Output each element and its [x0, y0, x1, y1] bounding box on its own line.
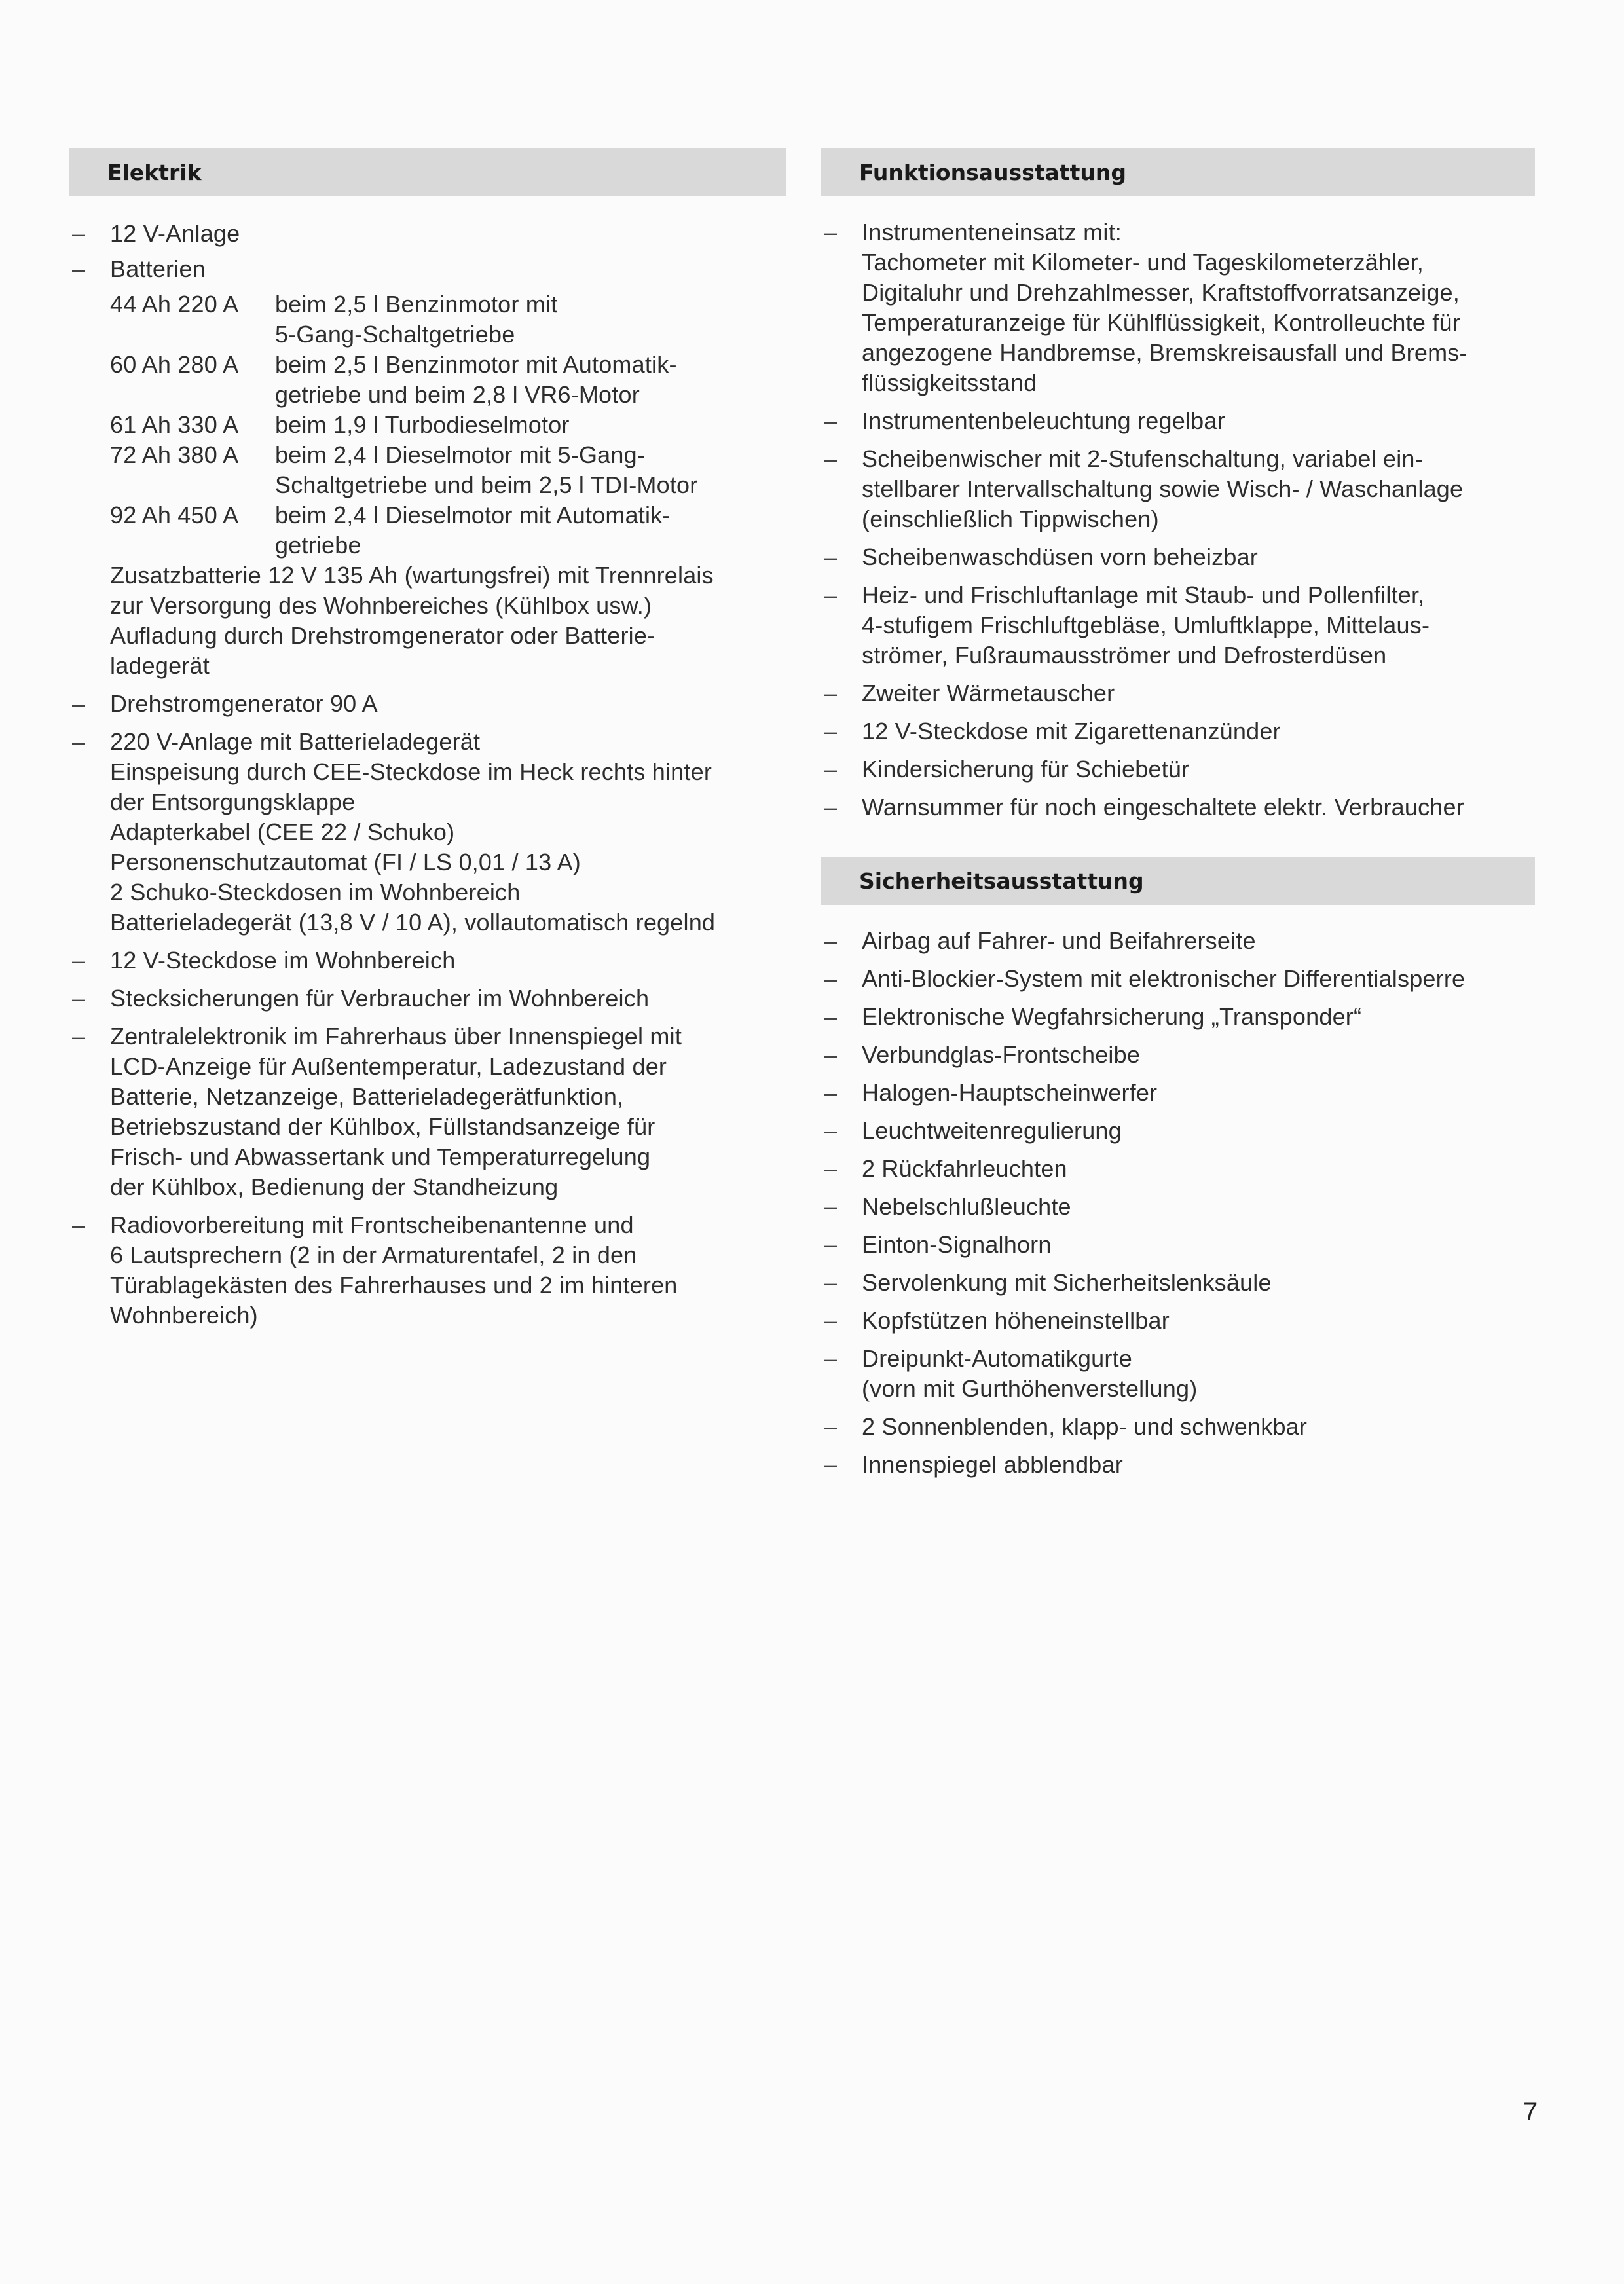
- dash-bullet: –: [72, 220, 86, 247]
- item-text: [862, 444, 1535, 534]
- battery-desc: [275, 500, 671, 561]
- battery-desc-line: beim 2,4 l Dieselmotor mit Automatik-: [275, 502, 671, 528]
- text-line: zur Versorgung des Wohnbereiches (Kühlbox usw.): [110, 592, 652, 619]
- list-item: [821, 792, 1535, 822]
- elektrik-list: [69, 219, 786, 1331]
- list-item: [821, 444, 1535, 534]
- dash-bullet: –: [72, 985, 86, 1012]
- item-text: [862, 1116, 1535, 1146]
- item-text: Batterien: [110, 255, 206, 282]
- list-item: [821, 217, 1535, 398]
- dash-bullet: –: [824, 1231, 838, 1258]
- text-line: Leuchtweitenregulierung: [862, 1117, 1122, 1144]
- item-text: [862, 1192, 1535, 1222]
- text-line: (vorn mit Gurthöhenverstellung): [862, 1375, 1198, 1402]
- text-line: Zusatzbatterie 12 V 135 Ah (wartungsfrei) mit Trennrelais: [110, 562, 714, 589]
- battery-row: [110, 500, 786, 561]
- section-header-elektrik: Elektrik: [69, 148, 786, 196]
- dash-bullet: –: [72, 1211, 86, 1238]
- battery-row: [110, 440, 786, 500]
- text-line: stellbarer Intervallschaltung sowie Wisch- / Waschanlage: [862, 475, 1464, 502]
- funktion-list: [821, 217, 1535, 822]
- text-line: 12 V-Steckdose mit Zigarettenanzünder: [862, 718, 1281, 745]
- item-text: [862, 1078, 1535, 1108]
- text-line: Wohnbereich): [110, 1302, 258, 1329]
- text-line: Kindersicherung für Schiebetür: [862, 756, 1190, 783]
- item-text: 12 V-Anlage: [110, 220, 240, 247]
- list-item: [69, 727, 786, 938]
- text-line: Airbag auf Fahrer- und Beifahrerseite: [862, 927, 1256, 954]
- list-item: [821, 1230, 1535, 1260]
- list-item: [821, 580, 1535, 671]
- text-line: Batterie, Netzanzeige, Batterieladegerätfunktion,: [110, 1083, 624, 1110]
- text-line: 2 Sonnenblenden, klapp- und schwenkbar: [862, 1413, 1308, 1440]
- list-item: [821, 1192, 1535, 1222]
- text-line: Aufladung durch Drehstromgenerator oder Batterie-: [110, 622, 655, 649]
- battery-spec: 72 Ah 380 A: [110, 441, 239, 468]
- item-text: [862, 1002, 1535, 1032]
- text-line: Instrumentenbeleuchtung regelbar: [862, 407, 1225, 434]
- list-item: [821, 1078, 1535, 1108]
- battery-desc-line: getriebe und beim 2,8 l VR6-Motor: [275, 381, 640, 408]
- item-text: [862, 1154, 1535, 1184]
- page-number: 7: [1523, 2097, 1538, 2126]
- text-line: 6 Lautsprechern (2 in der Armaturentafel, 2 in den: [110, 1242, 637, 1268]
- battery-desc-line: 5-Gang-Schaltgetriebe: [275, 321, 515, 348]
- text-line: Verbundglas-Frontscheibe: [862, 1041, 1141, 1068]
- text-line: Nebelschlußleuchte: [862, 1193, 1071, 1220]
- battery-desc: [275, 350, 677, 410]
- dash-bullet: –: [824, 1003, 838, 1030]
- text-line: Temperaturanzeige für Kühlflüssigkeit, Kontrolleuchte für: [862, 309, 1460, 336]
- text-line: Heiz- und Frischluftanlage mit Staub- und Pollenfilter,: [862, 581, 1425, 608]
- text-line: LCD-Anzeige für Außentemperatur, Ladezustand der: [110, 1053, 667, 1080]
- text-line: 2 Rückfahrleuchten: [862, 1155, 1067, 1182]
- item-text: [862, 542, 1535, 572]
- text-line: Digitaluhr und Drehzahlmesser, Kraftstoffvorratsanzeige,: [862, 279, 1460, 306]
- text-line: Einspeisung durch CEE-Steckdose im Heck rechts hinter: [110, 758, 712, 785]
- item-text: [862, 1344, 1535, 1404]
- item-text: [862, 1412, 1535, 1442]
- text-line: Adapterkabel (CEE 22 / Schuko): [110, 819, 455, 845]
- dash-bullet: –: [824, 581, 838, 608]
- item-text: [110, 727, 786, 938]
- text-line: Innenspiegel abblendbar: [862, 1451, 1123, 1478]
- dash-bullet: –: [72, 690, 86, 717]
- text-line: Radiovorbereitung mit Frontscheibenantenne und: [110, 1211, 634, 1238]
- list-item: [69, 946, 786, 976]
- dash-bullet: –: [824, 965, 838, 992]
- dash-bullet: –: [824, 1079, 838, 1106]
- item-text: [862, 678, 1535, 709]
- list-item: [821, 926, 1535, 956]
- list-item: [821, 1412, 1535, 1442]
- dash-bullet: –: [824, 756, 838, 783]
- item-text: [862, 926, 1535, 956]
- item-text: [862, 217, 1535, 398]
- list-item: [821, 1450, 1535, 1480]
- battery-desc: [275, 410, 570, 440]
- column-ausstattung: [821, 148, 1535, 1480]
- list-item: [821, 678, 1535, 709]
- text-line: Dreipunkt-Automatikgurte: [862, 1345, 1132, 1372]
- battery-spec: 44 Ah 220 A: [110, 291, 239, 318]
- text-line: Tachometer mit Kilometer- und Tageskilometerzähler,: [862, 249, 1424, 276]
- list-item: [821, 1306, 1535, 1336]
- dash-bullet: –: [824, 1345, 838, 1372]
- list-item: [69, 689, 786, 719]
- text-line: Zentralelektronik im Fahrerhaus über Innenspiegel mit: [110, 1023, 682, 1050]
- battery-desc: [275, 440, 697, 500]
- item-text: [862, 754, 1535, 784]
- text-line: Anti-Blockier-System mit elektronischer Differentialsperre: [862, 965, 1466, 992]
- text-line: Personenschutzautomat (FI / LS 0,01 / 13 A): [110, 849, 581, 875]
- list-item: [69, 984, 786, 1014]
- dash-bullet: –: [824, 1041, 838, 1068]
- dash-bullet: –: [824, 445, 838, 472]
- text-line: Einton-Signalhorn: [862, 1231, 1052, 1258]
- list-item: [821, 754, 1535, 784]
- item-text: [862, 716, 1535, 746]
- text-line: der Entsorgungsklappe: [110, 788, 356, 815]
- battery-table: [110, 289, 786, 561]
- text-line: ladegerät: [110, 652, 210, 679]
- item-text: Drehstromgenerator 90 A: [110, 690, 378, 717]
- text-line: 2 Schuko-Steckdosen im Wohnbereich: [110, 879, 521, 906]
- text-line: Scheibenwischer mit 2-Stufenschaltung, variabel ein-: [862, 445, 1423, 472]
- text-line: Türablagekästen des Fahrerhauses und 2 im hinteren: [110, 1272, 678, 1299]
- item-text: [862, 1040, 1535, 1070]
- dash-bullet: –: [824, 1193, 838, 1220]
- text-line: der Kühlbox, Bedienung der Standheizung: [110, 1173, 559, 1200]
- list-item: [821, 1040, 1535, 1070]
- text-line: Betriebszustand der Kühlbox, Füllstandsanzeige für: [110, 1113, 655, 1140]
- dash-bullet: –: [824, 794, 838, 820]
- dash-bullet: –: [72, 728, 86, 755]
- item-text: [862, 1306, 1535, 1336]
- battery-row: [110, 289, 786, 350]
- list-item: [69, 1210, 786, 1331]
- item-text: 12 V-Steckdose im Wohnbereich: [110, 947, 456, 974]
- text-line: Zweiter Wärmetauscher: [862, 680, 1115, 707]
- dash-bullet: –: [72, 255, 86, 282]
- item-text: [862, 406, 1535, 436]
- text-line: 4-stufigem Frischluftgebläse, Umluftklappe, Mittelaus-: [862, 612, 1430, 638]
- dash-bullet: –: [824, 1155, 838, 1182]
- list-item: [821, 1344, 1535, 1404]
- list-item: [821, 1116, 1535, 1146]
- battery-row: [110, 350, 786, 410]
- dash-bullet: –: [824, 680, 838, 707]
- list-item: [821, 542, 1535, 572]
- section-header-sicherheitsausstattung: Sicherheitsausstattung: [821, 856, 1535, 905]
- battery-desc-line: beim 1,9 l Turbodieselmotor: [275, 411, 570, 438]
- text-line: flüssigkeitsstand: [862, 369, 1037, 396]
- dash-bullet: –: [824, 927, 838, 954]
- item-text: [862, 1268, 1535, 1298]
- dash-bullet: –: [824, 1451, 838, 1478]
- list-item: [69, 219, 786, 249]
- text-line: Halogen-Hauptscheinwerfer: [862, 1079, 1158, 1106]
- battery-desc-line: beim 2,5 l Benzinmotor mit Automatik-: [275, 351, 677, 378]
- battery-spec: 92 Ah 450 A: [110, 502, 239, 528]
- dash-bullet: –: [824, 219, 838, 246]
- text-line: Frisch- und Abwassertank und Temperaturregelung: [110, 1143, 651, 1170]
- item-text: [862, 580, 1535, 671]
- battery-desc-line: getriebe: [275, 532, 361, 559]
- battery-desc-line: beim 2,5 l Benzinmotor mit: [275, 291, 558, 318]
- list-item: [821, 1268, 1535, 1298]
- text-line: Instrumenteneinsatz mit:: [862, 219, 1122, 246]
- dash-bullet: –: [824, 1117, 838, 1144]
- zusatzbatterie-text: [110, 561, 786, 681]
- item-text: [110, 1022, 786, 1202]
- dash-bullet: –: [824, 1269, 838, 1296]
- sicherheit-list: [821, 926, 1535, 1480]
- text-line: (einschließlich Tippwischen): [862, 506, 1159, 532]
- item-text: [862, 1450, 1535, 1480]
- dash-bullet: –: [72, 1023, 86, 1050]
- item-text: [862, 1230, 1535, 1260]
- text-line: Batterieladegerät (13,8 V / 10 A), vollautomatisch regelnd: [110, 909, 716, 936]
- battery-spec: 60 Ah 280 A: [110, 351, 239, 378]
- list-item: [821, 1002, 1535, 1032]
- battery-spec: 61 Ah 330 A: [110, 411, 239, 438]
- text-line: 220 V-Anlage mit Batterieladegerät: [110, 728, 481, 755]
- item-text: [110, 1210, 786, 1331]
- dash-bullet: –: [824, 1307, 838, 1334]
- dash-bullet: –: [824, 407, 838, 434]
- text-line: Elektronische Wegfahrsicherung „Transponder“: [862, 1003, 1362, 1030]
- dash-bullet: –: [824, 1413, 838, 1440]
- battery-desc: [275, 289, 557, 350]
- list-item: [821, 716, 1535, 746]
- battery-row: [110, 410, 786, 440]
- list-item: [69, 1022, 786, 1202]
- dash-bullet: –: [72, 947, 86, 974]
- item-text: [862, 964, 1535, 994]
- battery-desc-line: beim 2,4 l Dieselmotor mit 5-Gang-: [275, 441, 645, 468]
- text-line: angezogene Handbremse, Bremskreisausfall und Brems-: [862, 339, 1467, 366]
- column-elektrik: [69, 148, 786, 1331]
- text-line: Servolenkung mit Sicherheitslenksäule: [862, 1269, 1272, 1296]
- list-item: [821, 1154, 1535, 1184]
- battery-desc-line: Schaltgetriebe und beim 2,5 l TDI-Motor: [275, 471, 698, 498]
- item-text: Stecksicherungen für Verbraucher im Wohnbereich: [110, 985, 650, 1012]
- dash-bullet: –: [824, 718, 838, 745]
- item-text: [862, 792, 1535, 822]
- section-header-funktionsausstattung: Funktionsausstattung: [821, 148, 1535, 196]
- list-item: [821, 406, 1535, 436]
- list-item: [69, 254, 786, 681]
- text-line: Scheibenwaschdüsen vorn beheizbar: [862, 543, 1258, 570]
- text-line: strömer, Fußraumausströmer und Defrosterdüsen: [862, 642, 1387, 669]
- text-line: Kopfstützen höheneinstellbar: [862, 1307, 1170, 1334]
- dash-bullet: –: [824, 543, 838, 570]
- text-line: Warnsummer für noch eingeschaltete elektr. Verbraucher: [862, 794, 1464, 820]
- list-item: [821, 964, 1535, 994]
